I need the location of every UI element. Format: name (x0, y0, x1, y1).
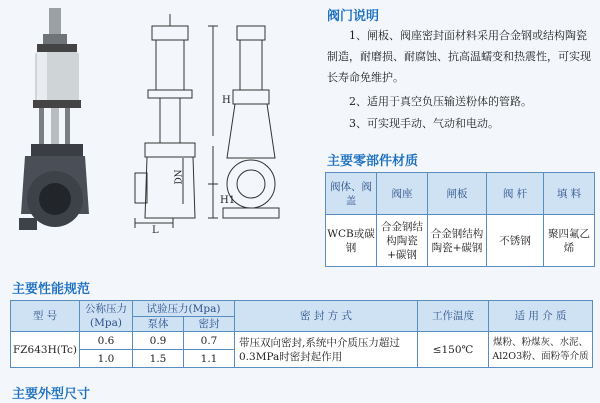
mat-value-seat: 合金钢结构陶瓷+碳钢 (377, 215, 428, 267)
mat-value-body: WCB或碳钢 (326, 215, 377, 267)
mat-header-packing: 填 料 (544, 173, 595, 215)
spec-header-sealing: 密 封 方 式 (235, 301, 418, 332)
spec-shell-2: 1.5 (133, 350, 184, 368)
spec-nominal-1: 0.6 (80, 332, 133, 350)
materials-table (325, 172, 595, 267)
mat-header-body: 阀体、阀盖 (326, 173, 377, 215)
description-item-1: 1、闸板、阀座密封面材料采用合金钢或结构陶瓷制造，耐磨损、耐腐蚀、抗高温蠕变和热震性，可实现长寿命免维护。 (327, 29, 591, 84)
mat-header-gate: 闸板 (428, 173, 487, 215)
description-item-2: 2、适用于真空负压输送粉体的管路。 (349, 95, 532, 108)
mat-value-stem: 不锈钢 (487, 215, 544, 267)
mat-value-packing: 聚四氟乙烯 (544, 215, 595, 267)
valve-drawing (115, 8, 295, 240)
label-h1: H1 (220, 195, 236, 206)
spec-media: 煤粉、粉煤灰、水泥、Al2O3粉、面粉等介质 (489, 332, 593, 368)
spec-header-nominal: 公称压力(Mpa) (80, 301, 133, 332)
spec-header-shell: 泵体 (133, 317, 184, 332)
mat-header-stem: 阀 杆 (487, 173, 544, 215)
spec-temp: ≤150℃ (418, 332, 489, 368)
spec-seal-1: 0.7 (184, 332, 235, 350)
spec-header-test: 试验压力(Mpa) (133, 301, 235, 317)
spec-header-model: 型 号 (11, 301, 80, 332)
spec-header-temp: 工作温度 (418, 301, 489, 332)
specs-table (10, 300, 593, 368)
spec-seal-2: 1.1 (184, 350, 235, 368)
spec-header-media: 适 用 介 质 (489, 301, 593, 332)
materials-title: 主要零部件材质 (327, 154, 419, 169)
specs-title: 主要性能规范 (12, 282, 91, 297)
spec-shell-1: 0.9 (133, 332, 184, 350)
description-item-3: 3、可实现手动、气动和电动。 (349, 117, 499, 130)
label-dn: DN (174, 169, 185, 185)
mat-value-gate: 合金钢结构陶瓷+碳钢 (428, 215, 487, 267)
description-title: 阀门说明 (327, 9, 380, 24)
valve-photo (15, 4, 95, 242)
spec-sealing: 带压双向密封,系统中介质压力超过0.3MPa时密封起作用 (235, 332, 418, 368)
dimensions-title: 主要外型尺寸 (12, 387, 91, 402)
label-h: H (222, 95, 231, 106)
spec-nominal-2: 1.0 (80, 350, 133, 368)
spec-header-seal: 密封 (184, 317, 235, 332)
spec-model: FZ643H(Tc) (11, 332, 80, 368)
mat-header-seat: 阀座 (377, 173, 428, 215)
label-l: L (152, 225, 159, 236)
